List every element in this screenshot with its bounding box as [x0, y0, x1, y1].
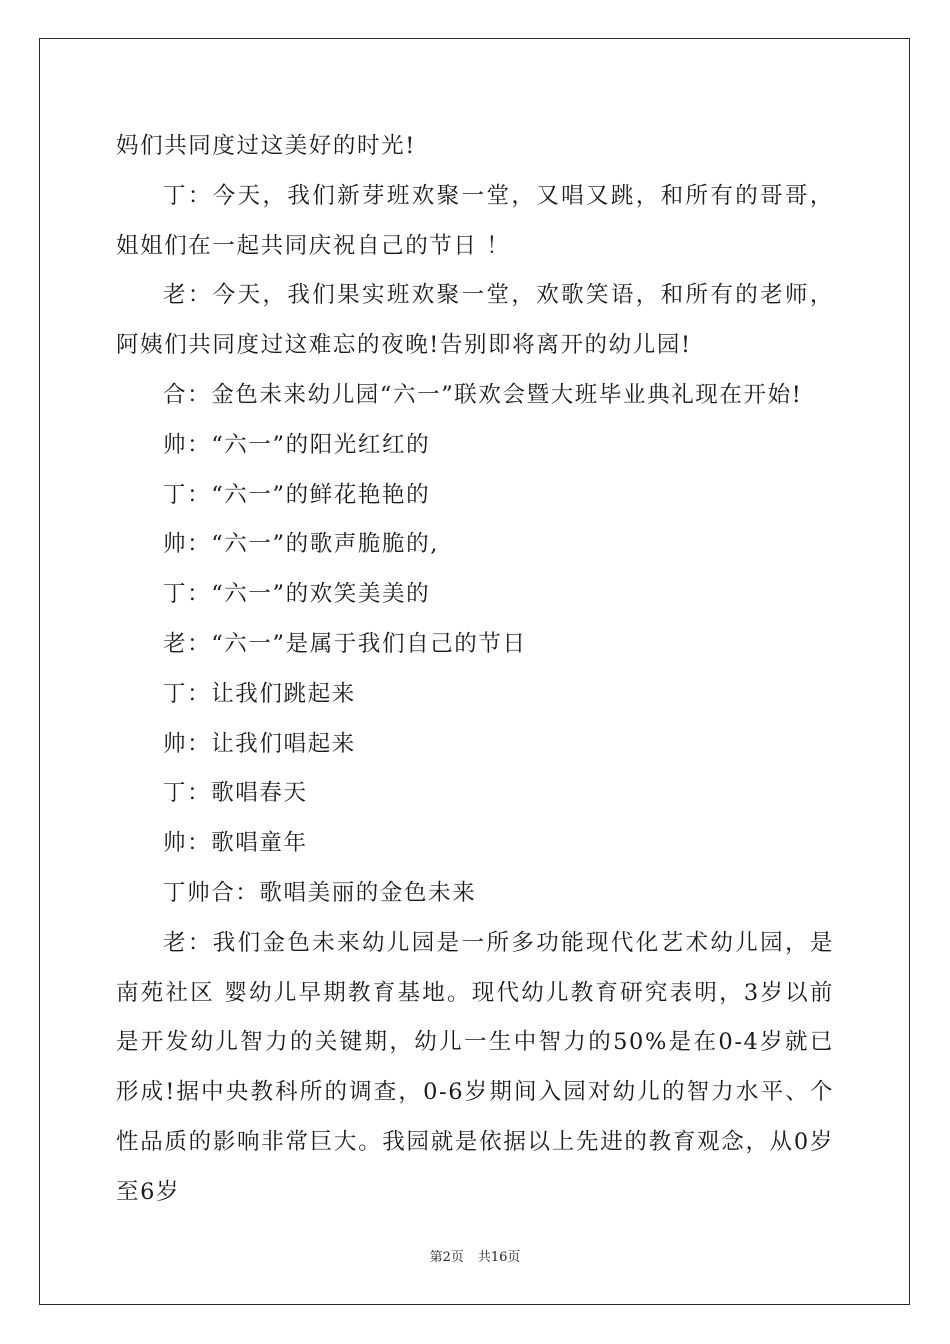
page-footer [0, 1246, 950, 1265]
paragraph: 老：我们金色未来幼儿园是一所多功能现代化艺术幼儿园，是南苑社区 婴幼儿早期教育基地。现代幼儿教育研究表明，3岁以前是开发幼儿智力的关键期，幼儿一生中智力的50%是在0-4岁就已形成!据中央教科所的调查，0-6岁期间入园对幼儿的智力水平、个性品质的影响非常巨大。我园就是依据以上先进的教育观念，从0岁至6岁 [116, 929, 834, 1205]
paragraph: 合：金色未来幼儿园“六一”联欢会暨大班毕业典礼现在开始! [163, 381, 803, 408]
paragraph: 丁：“六一”的鲜花艳艳的 [163, 481, 431, 508]
paragraph: 帅：让我们唱起来 [163, 730, 356, 757]
paragraph: 帅：“六一”的歌声脆脆的, [163, 531, 439, 558]
paragraph: 丁：让我们跳起来 [163, 680, 356, 707]
paragraph: 丁：歌唱春天 [163, 780, 308, 807]
paragraph: 妈们共同度过这美好的时光! [116, 133, 416, 159]
paragraph: 丁帅合：歌唱美丽的金色未来 [163, 879, 477, 906]
page-number: 第2页 [429, 1250, 464, 1265]
paragraph: 帅：歌唱童年 [163, 830, 308, 857]
paragraph: 老：今天，我们果实班欢聚一堂，欢歌笑语，和所有的老师，阿姨们共同度过这难忘的夜晚!告别即将离开的幼儿园! [116, 282, 834, 359]
paragraph: 老：“六一”是属于我们自己的节日 [163, 630, 527, 657]
paragraph: 帅：“六一”的阳光红红的 [163, 431, 431, 458]
paragraph: 丁：“六一”的欢笑美美的 [163, 581, 431, 608]
paragraph: 丁：今天，我们新芽班欢聚一堂，又唱又跳，和所有的哥哥，姐姐们在一起共同庆祝自己的节日 ！ [116, 182, 834, 259]
document-body [116, 122, 834, 1218]
page-total: 共16页 [477, 1250, 521, 1265]
